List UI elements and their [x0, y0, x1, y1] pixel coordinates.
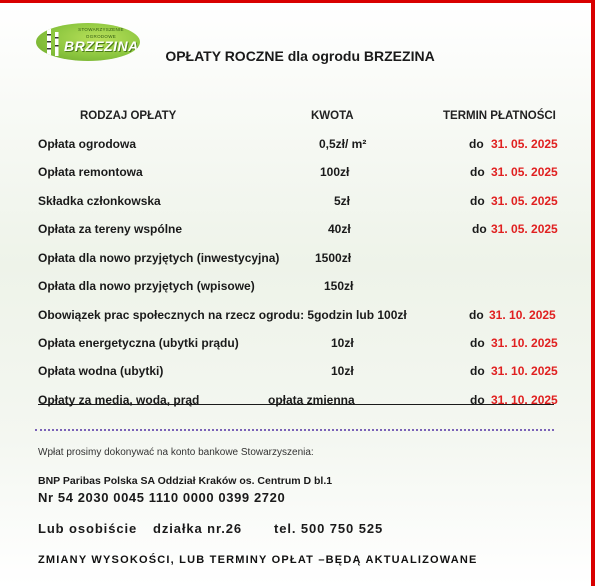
header-deadline: TERMIN PŁATNOŚCI	[443, 110, 556, 122]
fee-row	[0, 194, 595, 214]
fee-row	[0, 393, 595, 413]
fee-name: Opłata dla nowo przyjętych (inwestycyjna)	[38, 251, 280, 265]
header-amount: KWOTA	[311, 110, 354, 122]
fee-amount: 1500zł	[315, 251, 352, 265]
row-underline	[38, 404, 554, 405]
fee-name: Opłata energetyczna (ubytki prądu)	[38, 336, 239, 350]
logo-line-1: STOWARZYSZENIE	[78, 27, 124, 32]
fee-amount: 10zł	[331, 364, 354, 378]
fee-row	[0, 137, 595, 157]
fee-row	[0, 364, 595, 384]
fee-do: do	[472, 222, 487, 236]
fee-amount: 10zł	[331, 336, 354, 350]
fee-name: Składka członkowska	[38, 194, 161, 208]
fee-date: 31. 05. 2025	[491, 194, 558, 208]
fee-date: 31. 10. 2025	[491, 393, 558, 407]
fee-name: Obowiązek prac społecznych na rzecz ogrodu: 5godzin lub 100zł	[38, 308, 407, 322]
header-fee-type: RODZAJ OPŁATY	[80, 110, 177, 122]
fee-date: 31. 10. 2025	[491, 336, 558, 350]
fee-date: 31. 05. 2025	[491, 165, 558, 179]
fee-do: do	[469, 308, 484, 322]
fee-date: 31. 05. 2025	[491, 137, 558, 151]
plot-number: działka nr.26	[153, 521, 243, 536]
logo-name: BRZEZINA	[64, 38, 139, 54]
phone-number: tel. 500 750 525	[274, 521, 384, 536]
fee-name: Opłata za tereny wspólne	[38, 222, 183, 236]
fee-amount: 5zł	[334, 194, 351, 208]
account-number: Nr 54 2030 0045 1110 0000 0399 2720	[38, 490, 286, 505]
fee-row	[0, 165, 595, 185]
fee-row	[0, 222, 595, 242]
fee-row	[0, 336, 595, 356]
fee-date: 31. 05. 2025	[491, 222, 558, 236]
page-title: OPŁATY ROCZNE dla ogrodu BRZEZINA	[165, 48, 435, 64]
fee-row	[0, 251, 595, 271]
fee-name: Opłata ogrodowa	[38, 137, 137, 151]
pay-in-person: Lub osobiście	[38, 521, 138, 536]
fee-date: 31. 10. 2025	[491, 364, 558, 378]
fee-amount: 0,5zł/ m²	[319, 137, 367, 151]
fee-name: Opłata wodna (ubytki)	[38, 364, 164, 378]
fee-date: 31. 10. 2025	[489, 308, 556, 322]
fee-row	[0, 279, 595, 299]
fee-name: Opłaty za media, woda, prąd	[38, 393, 200, 407]
fee-name: Opłata remontowa	[38, 165, 143, 179]
update-notice: ZMIANY WYSOKOŚCI, LUB TERMINY OPŁAT –BĘDĄ AKTUALIZOWANE	[38, 554, 478, 566]
logo-line-2: OGRODOWE	[85, 34, 117, 39]
fee-do: do	[470, 336, 485, 350]
fee-do: do	[470, 393, 485, 407]
fee-do: do	[469, 137, 484, 151]
dotted-divider	[35, 429, 554, 431]
fee-amount: 100zł	[320, 165, 350, 179]
payment-intro: Wpłat prosimy dokonywać na konto bankowe Stowarzyszenia:	[38, 447, 314, 458]
fee-do: do	[470, 165, 485, 179]
fee-name: Opłata dla nowo przyjętych (wpisowe)	[38, 279, 255, 293]
fee-amount: 40zł	[328, 222, 351, 236]
fee-row	[0, 308, 595, 328]
bank-name: BNP Paribas Polska SA Oddział Kraków os. Centrum D bl.1	[38, 475, 333, 487]
fee-do: do	[470, 194, 485, 208]
fee-amount: 150zł	[324, 279, 354, 293]
fee-do: do	[470, 364, 485, 378]
fee-amount: opłata zmienna	[268, 393, 355, 407]
